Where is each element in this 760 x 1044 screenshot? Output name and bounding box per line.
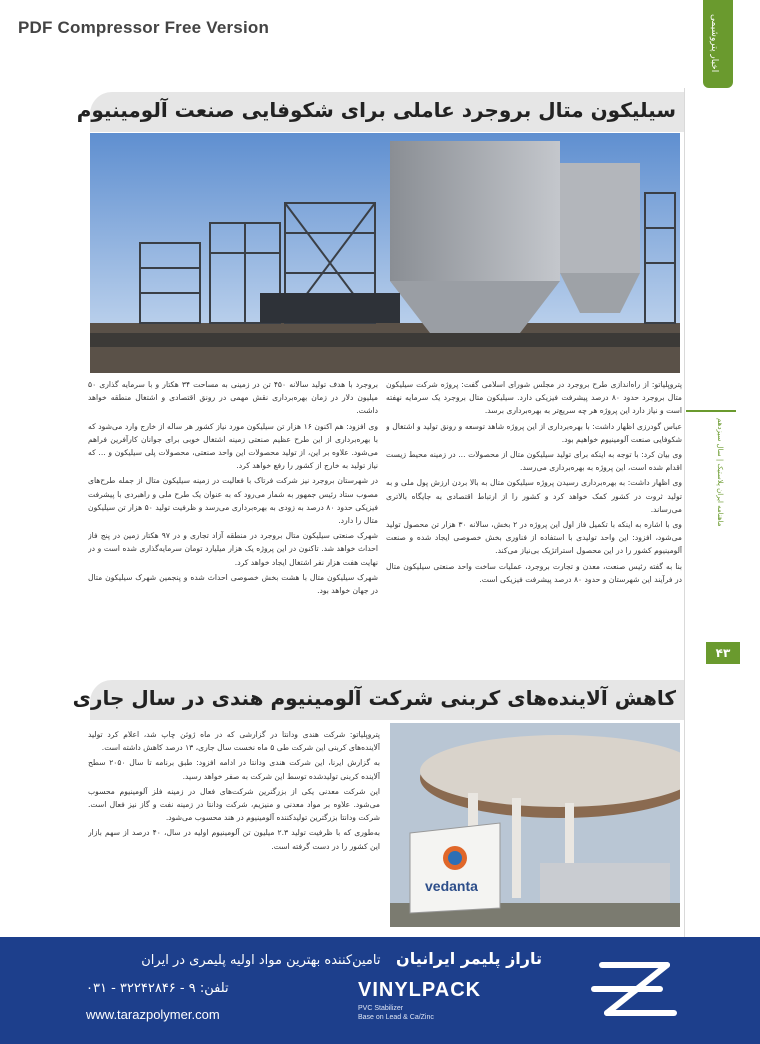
paragraph: وی افزود: هم اکنون ۱۶ هزار تن سیلیکون مورد نیاز کشور هر ساله از خارج وارد می‌شود که با بهره‌برداری از این طرح عظیم صنعتی زمینه اشتغال خوبی برای جوانان کارآفرین فراهم می‌شود. علاوه بر این، از تولید محصولات این واحد صنعتی، محصولات پلی سیلیکون و ... که نیاز تولید به خارج از کشور را رفع خواهد کرد. [88, 421, 378, 471]
vedanta-building-photo [390, 723, 680, 927]
article2-title-bar [72, 680, 684, 720]
paragraph: بروجرد با هدف تولید سالانه ۴۵۰ تن در زمینی به مساحت ۳۴ هکتار و با سرمایه گذاری ۵۰ میلیون دلار در زمان بهره‌برداری نقش مهمی در رونق اقتصادی و اشتغال منطقه خواهد داشت. [88, 380, 378, 416]
ad-phone: تلفن: ۹ - ۳۲۲۴۲۸۴۶ - ۰۳۱ [86, 981, 229, 996]
paragraph: پتروپلیاتو: شرکت هندی ودانتا در گزارشی که در ماه ژوئن چاپ شد، اعلام کرد تولید آلاینده‌های کربنی این شرکت طی ۵ ماه نخست سال جاری، ۱۳ درصد کاهش داشته است. [88, 730, 380, 753]
section-tab-label: اخبار پتروشیمی [709, 14, 719, 73]
article1-column-left [88, 378, 378, 678]
ad-product-note [358, 1004, 434, 1022]
ad-brand: VINYLPACK [358, 979, 482, 1001]
paragraph: شهرک صنعتی سیلیکون متال بروجرد در منطقه آزاد تجاری و در ۹۷ هکتار زمین در پنج فاز احداث خواهد شد. تاکنون در این پروژه یک هزار میلیارد تومان سرمایه‌گذاری شده است و در نهایت هفت هزار نفر اشتغال ایجاد خواهد کرد. [88, 531, 378, 567]
article2-title: کاهش آلاینده‌های کربنی شرکت آلومینیوم هندی در سال جاری [72, 686, 676, 710]
paragraph: شهرک سیلیکون متال با هشت بخش خصوصی احداث شده و پنجمین شهرک سیلیکون متال در جهان خواهد بود. [88, 572, 378, 596]
paragraph: وی اظهار داشت: به بهره‌برداری رسیدن پروژه سیلیکون متال به بالا بردن ارزش پول ملی و به تولید ثروت در کشور کمک خواهد کرد و کشور را از ارتباط اقتصادی به جایگاه بالاتری می‌رساند. [386, 478, 682, 514]
ad-company: تاراز پلیمر ایرانیان [396, 949, 542, 968]
ad-product-line-1: PVC Stabilizer [358, 1005, 404, 1012]
section-tab [703, 0, 733, 88]
paragraph: در شهرستان بروجرد نیز شرکت فرتاک با فعالیت در زمینه سیلیکون متال از جمله طرح‌های مصوب ستاد رئیس جمهور به شمار می‌رود که به عنوان یک طرح ملی و راهبردی با پیشرفت فیزیکی حدود ۸۰ درصد به زودی به بهره‌برداری می‌رسد و ظرفیت تولید ۵۰ هزار تن سیلیکون متال را دارد. [88, 476, 378, 526]
side-divider [684, 88, 685, 938]
ad-headline [141, 949, 542, 968]
ad-tagline: تامین‌کننده بهترین مواد اولیه پلیمری در ایران [141, 953, 381, 968]
ad-product-line-2: Base on Lead & Ca/Zinc [358, 1014, 434, 1021]
article1-title-bar [76, 92, 684, 132]
paragraph: به‌طوری که با ظرفیت تولید ۲.۳ میلیون تن آلومینیوم اولیه در سال، ۴۰ درصد از سهم بازار این کشور را در دست گرفته است. [88, 828, 380, 851]
article1-title: سیلیکون متال بروجرد عاملی برای شکوفایی صنعت آلومینیوم [76, 98, 676, 122]
paragraph: وی با اشاره به اینکه با تکمیل فاز اول این پروژه در ۲ بخش، سالانه ۳۰ هزار تن محصول تولید می‌شود، افزود: این واحد تولیدی با استفاده از فناوری بخش خصوصی ایجاد شده و صنعت آلومینیوم کشور را در این محصول استراتژیک بی‌نیاز می‌کند. [386, 520, 682, 556]
side-strip-text: ماهنامه ایران پلاستیک | سال سیزدهم [716, 418, 724, 527]
taraz-logo-icon [582, 945, 692, 1037]
side-strip [716, 418, 730, 638]
side-accent-line [686, 410, 736, 412]
paragraph: وی بیان کرد: با توجه به اینکه برای تولید سیلیکون متال از محصولات ... در زمینه محیط زیست اقدام شده است، این پروژه به بهره‌برداری می‌رسد. [386, 450, 682, 473]
article2-column [88, 728, 380, 924]
paragraph: به گزارش ایرنا، این شرکت هندی ودانتا در ادامه افزود: طبق برنامه تا سال ۲۰۵۰ سطح آلاینده کربنی تولیدشده توسط این شرکت به صفر خواهد رسید. [88, 758, 380, 781]
page-number: ۴۳ [706, 642, 740, 664]
paragraph: عباس گودرزی اظهار داشت: با بهره‌برداری از این پروژه شاهد توسعه و رونق تولید و اشتغال و شکوفایی صنعت آلومینیوم خواهیم بود. [386, 421, 682, 444]
article1-column-right [386, 378, 682, 678]
paragraph: این شرکت معدنی یکی از بزرگترین شرکت‌های فعال در زمینه فلز آلومینیوم محسوب می‌شود. علاوه بر مواد معدنی و منیزیم، شرکت ودانتا در زمینه نفت و گاز نیز فعال است. شرکت ودانتا بزرگترین تولیدکننده آلومینیوم در هند محسوب می‌شود. [88, 786, 380, 823]
watermark: PDF Compressor Free Version [18, 18, 270, 37]
ad-website-link[interactable]: www.tarazpolymer.com [86, 1007, 220, 1022]
industrial-plant-photo [90, 133, 680, 373]
paragraph: پتروپلیاتو: از راه‌اندازی طرح بروجرد در مجلس شورای اسلامی گفت: پروژه شرکت سیلیکون متال بروجرد حدود ۸۰ درصد پیشرفت فیزیکی دارد. سیلیکون متال بروجرد یک سرمایه نهفته است و نیاز دارد این پروژه هر چه سریع‌تر به بهره‌برداری برسد. [386, 380, 682, 416]
paragraph: بنا به گفته رئیس صنعت، معدن و تجارت بروجرد، عملیات ساخت واحد صنعتی سیلیکون متال در فرآیند این شهرستان و حدود ۸۰ درصد پیشرفت فیزیکی است. [386, 561, 682, 584]
vedanta-sign-text: vedanta [425, 878, 478, 894]
